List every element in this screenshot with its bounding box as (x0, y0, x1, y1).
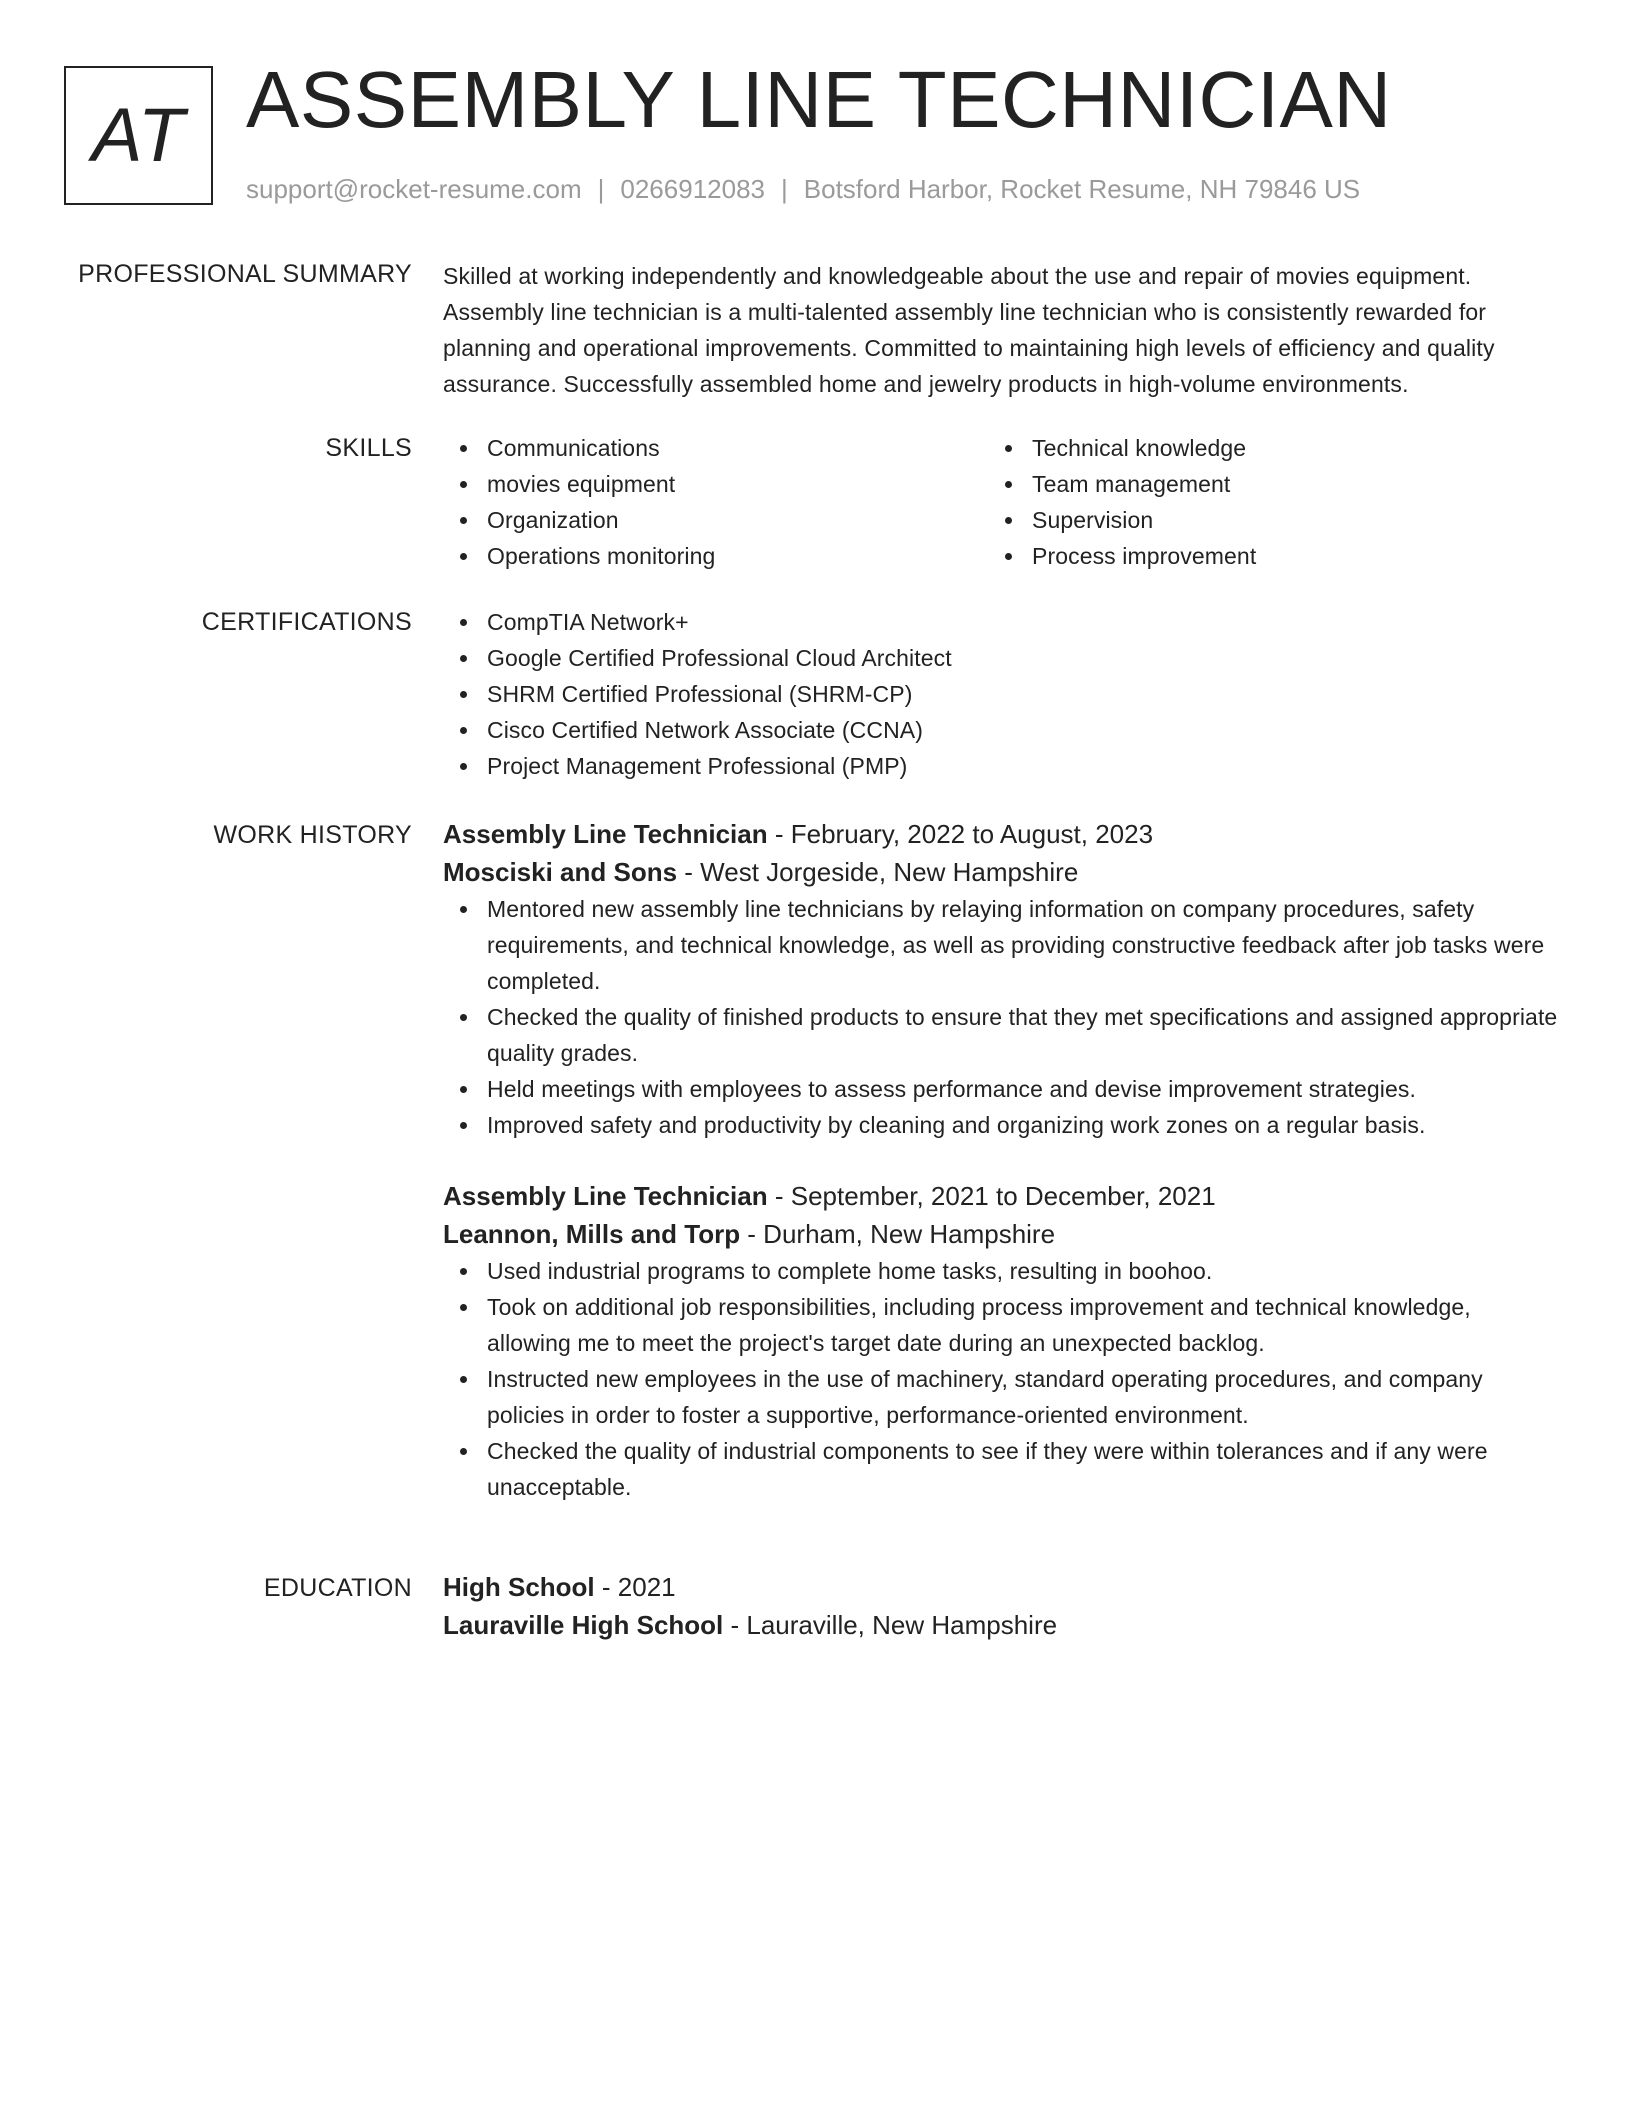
work-history-body (443, 815, 1559, 1505)
page-title: ASSEMBLY LINE TECHNICIAN (246, 55, 1392, 144)
summary-text: Skilled at working independently and knowledgeable about the use and repair of movies equipment. Assembly line technician is a multi-talented assembly line technician who is consistently rewarded for planning and operational improvements. Committed to maintaining high levels of efficiency and quality assurance. Successfully assembled home and jewelry products in high-volume environments. (443, 263, 1495, 397)
list-item: Mentored new assembly line technicians by relaying information on company procedures, safety requirements, and technical knowledge, as well as providing constructive feedback after job tasks were completed. (487, 891, 1559, 999)
job-company-line (443, 853, 1559, 891)
list-item: Took on additional job responsibilities, including process improvement and technical knowledge, allowing me to meet the project's target date during an unexpected backlog. (487, 1289, 1559, 1361)
list-item: SHRM Certified Professional (SHRM-CP) (487, 676, 1559, 712)
skills-body (443, 430, 1559, 574)
list-item: Team management (1032, 466, 1533, 502)
list-item: Used industrial programs to complete home tasks, resulting in boohoo. (487, 1253, 1559, 1289)
monogram-logo: AT (64, 66, 213, 205)
list-item: Checked the quality of finished products to ensure that they met specifications and assigned appropriate quality grades. (487, 999, 1559, 1071)
job-company: Mosciski and Sons (443, 857, 678, 887)
certifications-heading: CERTIFICATIONS (201, 608, 412, 636)
skills-list-left (443, 430, 988, 574)
certifications-body (443, 604, 1559, 784)
job-location: - West Jorgeside, New Hampshire (677, 857, 1079, 887)
contact-phone: 0266912083 (620, 174, 765, 204)
job-title-line (443, 815, 1559, 853)
list-item: Improved safety and productivity by cleaning and organizing work zones on a regular basis. (487, 1107, 1559, 1143)
skills-column-left (443, 430, 988, 574)
summary-body (443, 258, 1559, 402)
contact-line (246, 172, 1360, 206)
list-item: Organization (487, 502, 988, 538)
spacer (443, 1143, 1559, 1177)
list-item: Supervision (1032, 502, 1533, 538)
summary-heading: PROFESSIONAL SUMMARY (78, 260, 412, 288)
job-entry (443, 815, 1559, 1143)
list-item: Technical knowledge (1032, 430, 1533, 466)
list-item: Communications (487, 430, 988, 466)
list-item: Operations monitoring (487, 538, 988, 574)
education-school-line (443, 1606, 1559, 1644)
list-item: Project Management Professional (PMP) (487, 748, 1559, 784)
education-location: - Lauraville, New Hampshire (723, 1610, 1058, 1640)
contact-email: support@rocket-resume.com (246, 174, 582, 204)
list-item: movies equipment (487, 466, 988, 502)
list-item: Held meetings with employees to assess performance and devise improvement strategies. (487, 1071, 1559, 1107)
job-company-line (443, 1215, 1559, 1253)
list-item: Cisco Certified Network Associate (CCNA) (487, 712, 1559, 748)
contact-separator: | (597, 174, 605, 204)
work-history-heading: WORK HISTORY (213, 821, 412, 849)
certifications-list (443, 604, 1559, 784)
list-item: Instructed new employees in the use of machinery, standard operating procedures, and company policies in order to foster a supportive, performance-oriented environment. (487, 1361, 1559, 1433)
education-degree: High School (443, 1572, 595, 1602)
list-item: Process improvement (1032, 538, 1533, 574)
job-entry (443, 1177, 1559, 1505)
job-duties-list (443, 1253, 1559, 1505)
job-title-line (443, 1177, 1559, 1215)
job-duties-list (443, 891, 1559, 1143)
job-title: Assembly Line Technician (443, 819, 768, 849)
job-location: - Durham, New Hampshire (740, 1219, 1056, 1249)
education-degree-line (443, 1568, 1559, 1606)
skills-list-right (988, 430, 1533, 574)
skills-column-right (988, 430, 1533, 574)
education-school: Lauraville High School (443, 1610, 724, 1640)
education-heading: EDUCATION (263, 1574, 412, 1602)
contact-address: Botsford Harbor, Rocket Resume, NH 79846 US (803, 174, 1361, 204)
skills-heading: SKILLS (325, 434, 412, 462)
list-item: Google Certified Professional Cloud Architect (487, 640, 1559, 676)
list-item: CompTIA Network+ (487, 604, 1559, 640)
job-dates: - February, 2022 to August, 2023 (767, 819, 1154, 849)
education-year: - 2021 (594, 1572, 676, 1602)
education-body (443, 1568, 1559, 1644)
contact-separator: | (781, 174, 788, 204)
list-item: Checked the quality of industrial components to see if they were within tolerances and if any were unacceptable. (487, 1433, 1559, 1505)
job-company: Leannon, Mills and Torp (443, 1219, 741, 1249)
skills-columns (443, 430, 1559, 574)
job-dates: - September, 2021 to December, 2021 (767, 1181, 1216, 1211)
job-title: Assembly Line Technician (443, 1181, 768, 1211)
